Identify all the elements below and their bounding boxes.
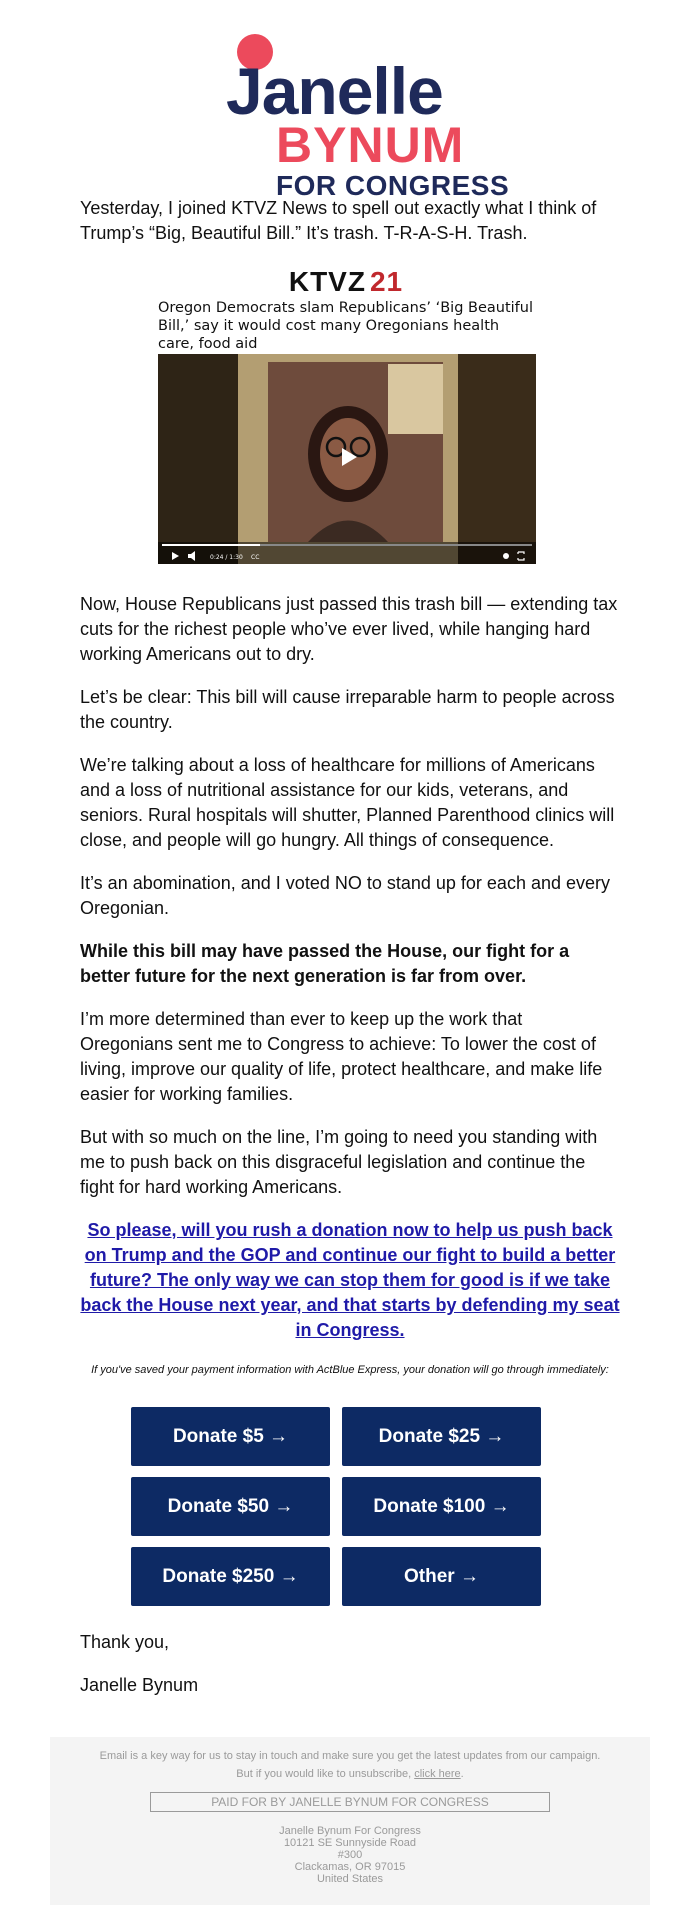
paid-for-box: PAID FOR BY JANELLE BYNUM FOR CONGRESS [150, 1792, 550, 1812]
volume-icon [188, 554, 191, 558]
fullscreen-icon [518, 552, 524, 560]
ktvz-channel: 21 [369, 266, 404, 297]
intro-paragraph: Yesterday, I joined KTVZ News to spell out exactly what I think of Trump’s “Big, Beautiful Bill.” It’s trash. T-R-A-S-H. Trash. [80, 198, 597, 243]
play-small-icon [172, 552, 179, 560]
paragraph-7: But with so much on the line, I’m going to need you standing with me to push back on this disgraceful legislation and continue the fight for hard working Americans. [80, 1127, 598, 1197]
news-video[interactable] [156, 266, 536, 564]
donate-5-button[interactable]: Donate $5 → [131, 1407, 330, 1466]
video-controls [158, 542, 536, 564]
paragraph-5-bold: While this bill may have passed the House, our fight for a better future for the next generation is far from over. [80, 941, 570, 986]
ktvz-station: KTVZ [288, 266, 366, 297]
logo-tagline: FOR CONGRESS [276, 170, 510, 201]
thanks-text: Thank you, [80, 1632, 170, 1652]
donate-250-button[interactable]: Donate $250 → [131, 1547, 330, 1606]
logo-first-name: Janelle [226, 54, 443, 128]
donate-100-button[interactable]: Donate $100 → [342, 1477, 541, 1536]
footer-city: Clackamas, OR 97015 [294, 1861, 406, 1873]
donate-25-button[interactable]: Donate $25 → [342, 1407, 541, 1466]
paragraph-4: It’s an abomination, and I voted NO to stand up for each and every Oregonian. [80, 873, 610, 918]
cc-icon: CC [251, 554, 260, 561]
ktvz-logo [156, 266, 536, 298]
logo-last-name: BYNUM [276, 117, 465, 173]
donate-other-button[interactable]: Other → [342, 1547, 541, 1606]
donation-appeal-link[interactable]: So please, will you rush a donation now to help us push back on Trump and the GOP and continue our fight to build a better future? The only way we can stop them for good is if we take back the House next year, and that starts by defending my seat in Congress. [80, 1220, 620, 1340]
signature-name: Janelle Bynum [80, 1675, 199, 1695]
paragraph-3: We’re talking about a loss of healthcare for millions of Americans and a loss of nutritional assistance for our kids, veterans, and seniors. Rural hospitals will shutter, Planned Parenthood clinics will close, and people will go hungry. All things of consequence. [80, 755, 615, 850]
actblue-note: If you've saved your payment information with ActBlue Express, your donation will go through immediately: [91, 1364, 609, 1376]
video-player[interactable] [158, 354, 536, 564]
unsubscribe-link[interactable]: click here [414, 1768, 461, 1780]
video-thumbnail [158, 354, 536, 564]
video-time: 0:24 / 1:30 [210, 554, 243, 561]
footer-unsubscribe-prefix: But if you would like to unsubscribe, [236, 1768, 412, 1780]
settings-icon [503, 553, 509, 559]
campaign-logo [0, 14, 700, 201]
footer [50, 1737, 650, 1905]
footer-org: Janelle Bynum For Congress [279, 1825, 421, 1837]
donate-50-button[interactable]: Donate $50 → [131, 1477, 330, 1536]
paragraph-2: Let’s be clear: This bill will cause irreparable harm to people across the country. [80, 687, 615, 732]
footer-street: 10121 SE Sunnyside Road [283, 1837, 417, 1849]
paragraph-6: I’m more determined than ever to keep up the work that Oregonians sent me to Congress to achieve: To lower the cost of living, improve our quality of life, protect healthcare, and make life easier for working families. [80, 1009, 603, 1104]
footer-unsubscribe-suffix: . [460, 1768, 464, 1780]
footer-unsubscribe-line [50, 1768, 650, 1780]
paragraph-1: Now, House Republicans just passed this trash bill — extending tax cuts for the richest people who’ve ever lived, while hanging hard working Americans out to dry. [80, 594, 618, 664]
footer-email-note: Email is a key way for us to stay in touch and make sure you get the latest updates from our campaign. [99, 1750, 601, 1762]
video-headline: Oregon Democrats slam Republicans’ ‘Big Beautiful Bill,’ say it would cost many Oregonians health care, food aid [158, 300, 534, 352]
footer-suite: #300 [337, 1849, 363, 1861]
footer-country: United States [316, 1873, 384, 1885]
